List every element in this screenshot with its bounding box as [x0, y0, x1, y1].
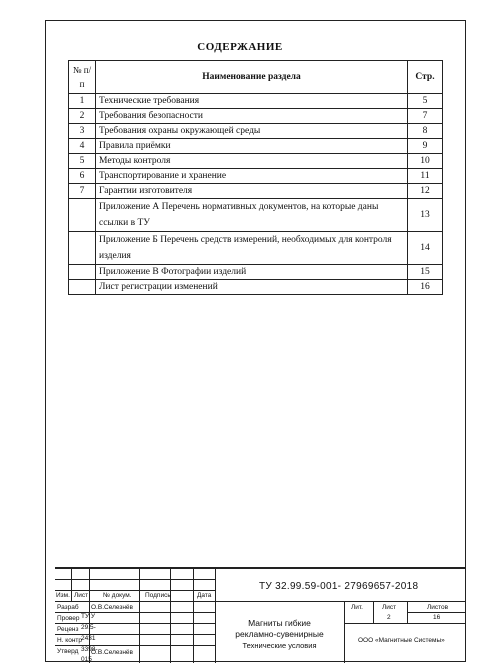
row-number: 3 — [69, 124, 96, 139]
sheets-value: 16 — [433, 614, 441, 621]
product-name-line-2: рекламно-сувенирные — [235, 629, 324, 639]
row-number — [69, 199, 96, 232]
row-number — [69, 232, 96, 265]
table-row — [69, 199, 443, 232]
table-row — [69, 265, 443, 280]
row-page: 7 — [408, 109, 443, 124]
row-page: 10 — [408, 154, 443, 169]
row-number — [69, 280, 96, 295]
row-page: 5 — [408, 94, 443, 109]
checker-mark: ТУ У — [81, 613, 96, 620]
extra-mark: 015 — [81, 656, 92, 663]
product-name-line-1: Магниты гибкие — [248, 618, 311, 628]
table-row — [69, 94, 443, 109]
page-title: СОДЕРЖАНИЕ — [197, 41, 283, 53]
role-reviewer: Реценз — [57, 626, 79, 633]
product-name-line-3: Технические условия — [242, 641, 317, 650]
row-section-name: Правила приёмки — [96, 139, 408, 154]
developer-name: О.В.Селезнёв — [91, 604, 133, 611]
table-row — [69, 280, 443, 295]
row-section-name: Требования охраны окружающей среды — [96, 124, 408, 139]
row-number: 4 — [69, 139, 96, 154]
row-page: 15 — [408, 265, 443, 280]
lit-label: Лит. — [351, 604, 363, 611]
sheet-label: Лист — [382, 604, 397, 611]
col-header-doc-number: № докум. — [103, 592, 132, 599]
product-name — [215, 618, 344, 651]
role-developer: Разраб — [57, 604, 79, 611]
table-row — [69, 124, 443, 139]
contents-table — [68, 60, 443, 295]
col-header-change: Изм. — [56, 592, 70, 599]
sheet-value: 2 — [387, 614, 391, 621]
table-row — [69, 154, 443, 169]
header-section-name: Наименование раздела — [96, 61, 408, 94]
table-row — [69, 184, 443, 199]
row-section-name: Лист регистрации изменений — [96, 280, 408, 295]
norm-control-mark: 2431 — [81, 635, 96, 642]
row-page: 16 — [408, 280, 443, 295]
role-approver: Утверд — [57, 648, 79, 655]
row-section-name: Приложение В Фотографии изделий — [96, 265, 408, 280]
header-number: № п/п — [69, 61, 96, 94]
header-page: Стр. — [408, 61, 443, 94]
row-page: 9 — [408, 139, 443, 154]
row-page: 12 — [408, 184, 443, 199]
row-number: 2 — [69, 109, 96, 124]
row-section-name: Транспортирование и хранение — [96, 169, 408, 184]
approver-name: О.В.Селезнёв — [91, 649, 133, 656]
row-page: 11 — [408, 169, 443, 184]
table-row — [69, 232, 443, 265]
row-number: 7 — [69, 184, 96, 199]
company-name: ООО «Магнитные Системы» — [358, 637, 445, 644]
table-row — [69, 139, 443, 154]
row-number: 5 — [69, 154, 96, 169]
table-row — [69, 169, 443, 184]
row-section-name: Технические требования — [96, 94, 408, 109]
sheets-label: Листов — [427, 604, 449, 611]
row-page: 8 — [408, 124, 443, 139]
approver-mark: 3398- — [81, 646, 98, 653]
row-section-name: Приложение Б Перечень средств измерений, необходимых для контроля изделия — [96, 232, 408, 265]
reviewer-mark: 29.5- — [81, 624, 96, 631]
table-row — [69, 109, 443, 124]
title-block — [55, 567, 466, 663]
contents-table-body — [69, 94, 443, 295]
row-page: 14 — [408, 232, 443, 265]
row-page: 13 — [408, 199, 443, 232]
col-header-signature: Подпись — [145, 592, 171, 599]
role-checker: Провер — [57, 615, 80, 622]
row-section-name: Приложение А Перечень нормативных документов, на которые даны ссылки в ТУ — [96, 199, 408, 232]
col-header-date: Дата — [197, 592, 212, 599]
document-code: ТУ 32.99.59-001- 27969657-2018 — [259, 581, 419, 592]
row-number: 6 — [69, 169, 96, 184]
row-number — [69, 265, 96, 280]
row-number: 1 — [69, 94, 96, 109]
col-header-sheet: Лист — [74, 592, 89, 599]
row-section-name: Методы контроля — [96, 154, 408, 169]
row-section-name: Требования безопасности — [96, 109, 408, 124]
role-norm-control: Н. контр — [57, 637, 83, 644]
row-section-name: Гарантии изготовителя — [96, 184, 408, 199]
